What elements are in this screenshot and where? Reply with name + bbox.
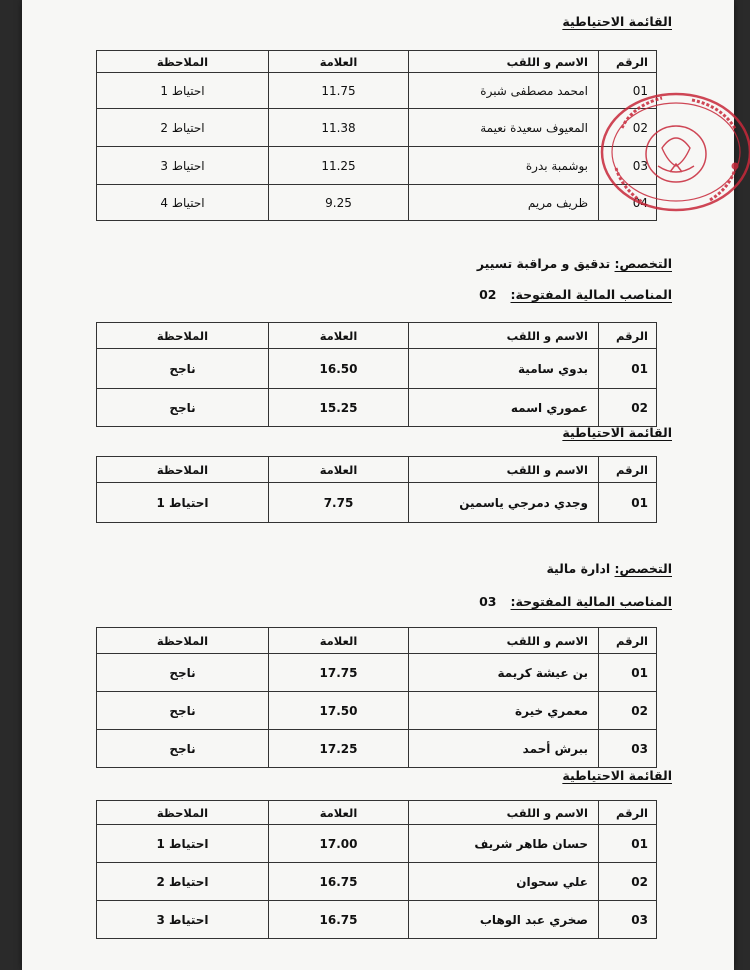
col-name-header: الاسم و اللقب xyxy=(409,457,599,483)
reserve-list-heading-1: القائمة الاحتياطية xyxy=(562,14,672,29)
row-note: احتياط 3 xyxy=(97,147,269,185)
open-posts-heading-2 xyxy=(479,287,672,302)
row-num: 01 xyxy=(599,349,657,389)
row-name: ظريف مريم xyxy=(409,185,599,221)
col-note-header: الملاحظة xyxy=(97,323,269,349)
specialty-heading-3 xyxy=(546,561,672,576)
table-row xyxy=(97,109,657,147)
reserve-table-1 xyxy=(96,50,657,221)
official-stamp xyxy=(592,88,750,218)
row-name: صخري عبد الوهاب xyxy=(409,901,599,939)
table-row xyxy=(97,389,657,427)
table-row xyxy=(97,692,657,730)
row-grade: 17.00 xyxy=(269,825,409,863)
table-row xyxy=(97,147,657,185)
open-posts-value: 03 xyxy=(479,594,497,609)
row-note: احتياط 3 xyxy=(97,901,269,939)
col-grade-header: العلامة xyxy=(269,323,409,349)
row-num: 03 xyxy=(599,147,657,185)
specialty-label: التخصص: xyxy=(614,561,672,576)
row-note: احتياط 4 xyxy=(97,185,269,221)
row-name: علي سحوان xyxy=(409,863,599,901)
results-table-2 xyxy=(96,322,657,427)
specialty-label: التخصص: xyxy=(614,256,672,271)
row-name: معمري خيرة xyxy=(409,692,599,730)
row-grade: 17.75 xyxy=(269,654,409,692)
col-grade-header: العلامة xyxy=(269,457,409,483)
table-row xyxy=(97,185,657,221)
col-num-header: الرقم xyxy=(599,323,657,349)
reserve-list-heading-3: القائمة الاحتياطية xyxy=(562,768,672,783)
open-posts-label: المناصب المالية المفتوحة: xyxy=(510,287,672,302)
results-table-3 xyxy=(96,627,657,768)
row-name: المعيوف سعيدة نعيمة xyxy=(409,109,599,147)
row-grade: 11.38 xyxy=(269,109,409,147)
reserve-table-2 xyxy=(96,456,657,523)
row-name: ببرش أحمد xyxy=(409,730,599,768)
row-grade: 11.75 xyxy=(269,73,409,109)
reserve-list-heading-2: القائمة الاحتياطية xyxy=(562,425,672,440)
table-header-row xyxy=(97,801,657,825)
row-grade: 11.25 xyxy=(269,147,409,185)
row-num: 01 xyxy=(599,654,657,692)
document-page xyxy=(22,0,734,970)
row-name: عموري اسمه xyxy=(409,389,599,427)
row-num: 01 xyxy=(599,483,657,523)
table-row xyxy=(97,349,657,389)
col-num-header: الرقم xyxy=(599,801,657,825)
row-name: بن عيشة كريمة xyxy=(409,654,599,692)
table-row xyxy=(97,863,657,901)
row-grade: 16.75 xyxy=(269,901,409,939)
row-note: احتياط 2 xyxy=(97,109,269,147)
row-note: ناجح xyxy=(97,389,269,427)
table-header-row xyxy=(97,51,657,73)
row-note: ناجح xyxy=(97,730,269,768)
table-header-row xyxy=(97,628,657,654)
col-name-header: الاسم و اللقب xyxy=(409,801,599,825)
row-name: امحمد مصطفى شبرة xyxy=(409,73,599,109)
row-num: 02 xyxy=(599,692,657,730)
col-name-header: الاسم و اللقب xyxy=(409,628,599,654)
row-num: 01 xyxy=(599,825,657,863)
col-grade-header: العلامة xyxy=(269,51,409,73)
row-num: 04 xyxy=(599,185,657,221)
table-row xyxy=(97,825,657,863)
col-note-header: الملاحظة xyxy=(97,457,269,483)
specialty-value: تدقيق و مراقبة تسيير xyxy=(476,256,615,271)
col-note-header: الملاحظة xyxy=(97,51,269,73)
row-num: 02 xyxy=(599,863,657,901)
col-name-header: الاسم و اللقب xyxy=(409,51,599,73)
row-grade: 17.50 xyxy=(269,692,409,730)
row-grade: 16.50 xyxy=(269,349,409,389)
row-num: 02 xyxy=(599,109,657,147)
col-grade-header: العلامة xyxy=(269,801,409,825)
col-grade-header: العلامة xyxy=(269,628,409,654)
row-num: 03 xyxy=(599,901,657,939)
open-posts-label: المناصب المالية المفتوحة: xyxy=(510,594,672,609)
specialty-value: ادارة مالية xyxy=(546,561,615,576)
row-num: 03 xyxy=(599,730,657,768)
table-header-row xyxy=(97,323,657,349)
col-num-header: الرقم xyxy=(599,628,657,654)
row-note: ناجح xyxy=(97,349,269,389)
col-num-header: الرقم xyxy=(599,51,657,73)
row-name: حسان طاهر شريف xyxy=(409,825,599,863)
table-row xyxy=(97,654,657,692)
row-num: 01 xyxy=(599,73,657,109)
open-posts-heading-3 xyxy=(479,594,672,609)
table-row xyxy=(97,901,657,939)
table-row xyxy=(97,73,657,109)
row-note: ناجح xyxy=(97,692,269,730)
specialty-heading-2 xyxy=(477,256,672,271)
row-grade: 15.25 xyxy=(269,389,409,427)
col-num-header: الرقم xyxy=(599,457,657,483)
row-name: وجدي دمرجي ياسمين xyxy=(409,483,599,523)
col-note-header: الملاحظة xyxy=(97,801,269,825)
table-row xyxy=(97,730,657,768)
row-name: بوشمبة بدرة xyxy=(409,147,599,185)
col-note-header: الملاحظة xyxy=(97,628,269,654)
row-grade: 9.25 xyxy=(269,185,409,221)
row-note: احتياط 1 xyxy=(97,825,269,863)
row-note: احتياط 2 xyxy=(97,863,269,901)
open-posts-value: 02 xyxy=(479,287,497,302)
row-note: احتياط 1 xyxy=(97,73,269,109)
table-row xyxy=(97,483,657,523)
row-note: ناجح xyxy=(97,654,269,692)
reserve-table-3 xyxy=(96,800,657,939)
row-grade: 17.25 xyxy=(269,730,409,768)
col-name-header: الاسم و اللقب xyxy=(409,323,599,349)
row-note: احتياط 1 xyxy=(97,483,269,523)
row-grade: 16.75 xyxy=(269,863,409,901)
table-header-row xyxy=(97,457,657,483)
row-num: 02 xyxy=(599,389,657,427)
row-name: بدوي سامية xyxy=(409,349,599,389)
row-grade: 7.75 xyxy=(269,483,409,523)
